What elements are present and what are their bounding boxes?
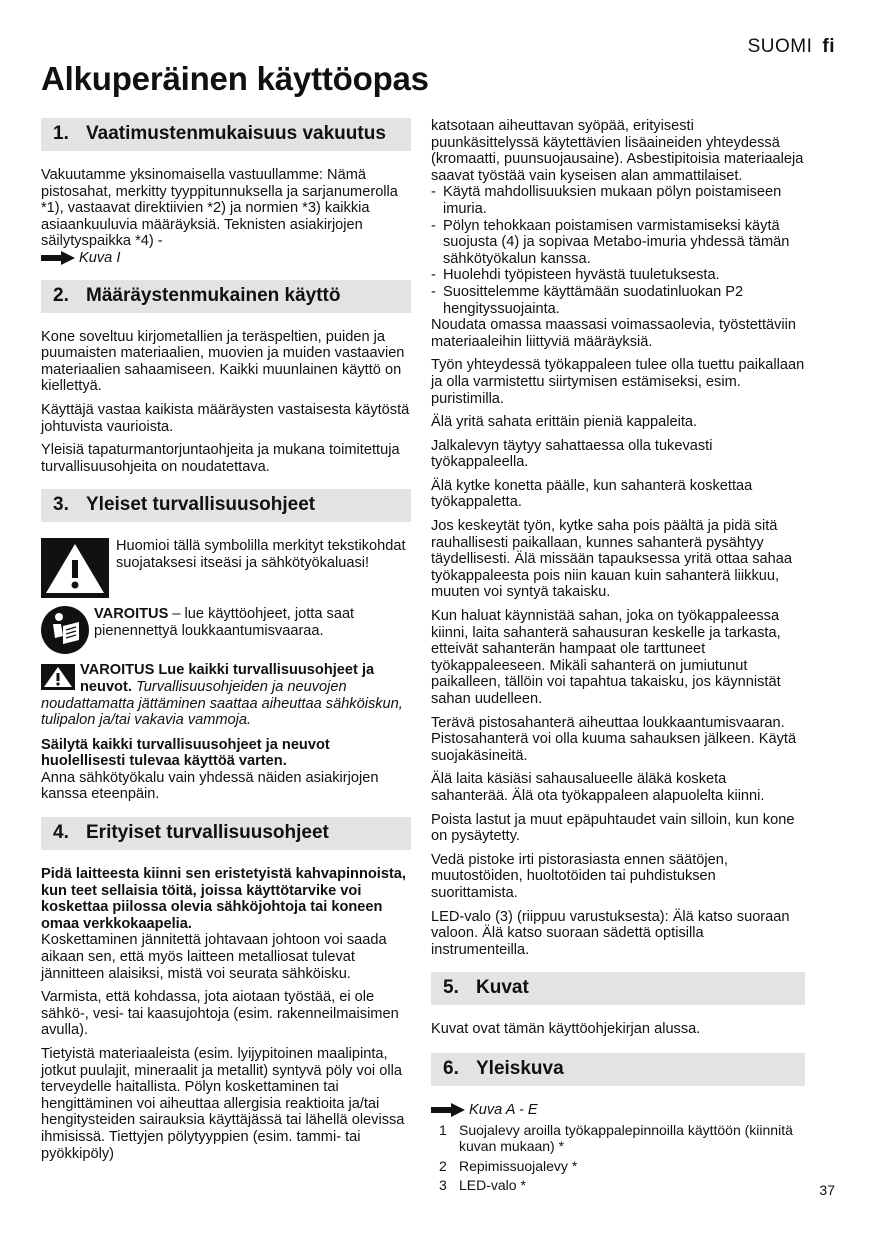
dust-hazard-text: Tietyistä materiaaleista (esim. lyijypitoinen maalipinta, jotkut puulajit, mineraalit ja metallit) syntyvä pöly voi olla terveydelle haitallista. Pölyn koskettaminen tai hengittäminen voi aiheuttaa allergisia reaktioita ja/tai hengitysteiden sairauksia käyttäjässä tai lähellä olevissa ihmisissä. Tiettyjen pölytyyppien (esim. tammi- tai pyökkipöly) xyxy=(41,1046,405,1162)
list-item-text: Käytä mahdollisuuksien mukaan pölyn poistamiseen imuria. xyxy=(443,184,782,217)
unplug-text: Vedä pistoke irti pistorasiasta ennen säätöjen, muutostöiden, huoltotöiden tai puhdistuksen suorittamista. xyxy=(431,851,728,901)
right-column xyxy=(431,118,805,1197)
base-plate-text: Jalkalevyn täytyy sahattaessa olla tukevasti työkappaleella. xyxy=(431,437,713,471)
figure-reference-label: Kuva I xyxy=(79,249,121,266)
liability-text: Käyttäjä vastaa kaikista määräysten vastaisesta käytöstä johtuvista vaurioista. xyxy=(41,401,410,435)
item-number: 3 xyxy=(439,1177,447,1194)
intended-use-text: Kone soveltuu kirjometallien ja teräspeltien, puiden ja puumaisten materiaalien, muovien ja muiden vastaavien materiaalien sahaamiseen. Kaikki muunlainen käyttö on kiellettyä. xyxy=(41,328,405,395)
insulated-grip-text: Koskettaminen jännitettä johtavaan johtoon voi saada aikaan sen, että myös laitteen metalliosat tulevat jännitteen alaisiksi, mistä voi seurata sähköisku. xyxy=(41,932,387,982)
section-1-heading xyxy=(41,118,411,151)
general-warning-italic: Turvallisuusohjeiden ja neuvojen noudattamatta jättäminen saattaa aiheuttaa sähköiskun, tulipalon ja/tai vakavia vammoja. xyxy=(41,678,403,729)
read-manual-icon xyxy=(41,606,89,654)
section-title: Kuvat xyxy=(476,977,529,999)
section-title: Määräystenmukainen käyttö xyxy=(86,284,341,306)
section-6-heading xyxy=(431,1053,805,1086)
section-number: 2. xyxy=(53,284,69,306)
section-5-heading xyxy=(431,972,805,1005)
section-2-heading xyxy=(41,280,411,313)
list-item: - Huolehdi työpisteen hyvästä tuuletuksesta. xyxy=(431,267,720,284)
small-pieces-text: Älä yritä sahata erittäin pieniä kappaleita. xyxy=(431,414,698,431)
declaration-text: Vakuutamme yksinomaisella vastuullamme: Nämä pistosahat, merkitty tyyppitunnuksella ja sarjanumerolla *1), vastaavat direktiivien *2) ja normien *3) kaikkia asiaankuuluvia määräyksiä. Teknisten asiakirjojen säilytyspaikka *4) - xyxy=(41,167,398,250)
read-manual-rest: – lue käyttöohjeet, jotta saat pienennettyä loukkaantumisvaaraa. xyxy=(94,606,355,639)
figure-reference xyxy=(41,250,411,267)
general-warning xyxy=(41,662,411,728)
regulations-text: Noudata omassa maassasi voimassaolevia, työstettäviin materiaaleihin liittyviä määräyksiä. xyxy=(431,317,797,350)
hands-off-text: Älä laita käsiäsi sahausalueelle äläkä kosketa sahanterää. Älä ota työkappaleen alapuolelta kiinni. xyxy=(431,771,765,804)
page-number: 37 xyxy=(819,1182,835,1198)
arrow-right-icon xyxy=(431,1103,465,1117)
item-number: 2 xyxy=(439,1157,447,1174)
figures-text: Kuvat ovat tämän käyttöohjekirjan alussa. xyxy=(431,1021,701,1038)
section-title: Yleiskuva xyxy=(476,1057,564,1079)
workpiece-support-text: Työn yhteydessä työkappaleen tulee olla tuettu paikallaan ja olla varmistettu siirtymisen estämiseksi, esim. puristimilla. xyxy=(431,357,805,407)
arrow-right-icon xyxy=(41,251,75,265)
figure-reference-label: Kuva A - E xyxy=(469,1101,538,1118)
list-item xyxy=(431,1177,805,1194)
section-4-heading xyxy=(41,817,411,850)
section-3-heading xyxy=(41,489,411,522)
keep-instructions-text: Anna sähkötyökalu vain yhdessä näiden asiakirjojen kanssa eteenpäin. xyxy=(41,769,379,803)
read-manual-note xyxy=(41,606,411,654)
warning-triangle-icon xyxy=(41,664,75,690)
symbol-note xyxy=(41,538,411,598)
section-number: 5. xyxy=(443,977,459,999)
list-item: - Käytä mahdollisuuksien mukaan pölyn poistamiseen imuria. xyxy=(431,184,805,217)
language-label xyxy=(748,36,835,58)
item-number: 1 xyxy=(439,1121,447,1138)
section-title: Vaatimustenmukaisuus vakuutus xyxy=(86,123,386,144)
item-text: Suojalevy aroilla työkappalepinnoilla käyttöön (kiinnitä kuvan mukaan) * xyxy=(459,1121,793,1155)
section-number: 6. xyxy=(443,1057,459,1079)
list-item xyxy=(431,1122,805,1155)
insulated-grip-warning xyxy=(41,866,411,932)
interrupt-work-text: Jos keskeytät työn, kytke saha pois päältä ja pidä sitä rauhallisesti paikallaan, kunnes sahanterä pysähtyy täydellisesti. Älä missään tapauksessa yritä ottaa sahaa työkappaleesta pois niin kauan kuin sahanterä liikkuu, muuten voi syntyä takaisku. xyxy=(431,518,792,601)
accident-prevention-text: Yleisiä tapaturmantorjuntaohjeita ja mukana toimitettuja turvallisuusohjeita on noudatettava. xyxy=(41,442,400,475)
keep-instructions-bold xyxy=(41,737,411,770)
insulated-grip-bold: Pidä laitteesta kiinni sen eristetyistä kahvapinnoista, kun teet sellaisia töitä, joissa käyttötarvike voi koskettaa piilossa olevia sähköjohtoja tai koneen omaa verkkokaapelia. xyxy=(41,866,406,932)
list-item-text: Suosittelemme käyttämään suodatinluokan P2 hengityssuojainta. xyxy=(443,283,744,317)
list-item: - Suosittelemme käyttämään suodatinluokan P2 hengityssuojainta. xyxy=(431,284,805,317)
list-item-text: Huolehdi työpisteen hyvästä tuuletuksesta. xyxy=(443,267,720,284)
remove-chips-text: Poista lastut ja muut epäpuhtaudet vain silloin, kun kone on pysäytetty. xyxy=(431,811,795,845)
section-number: 1. xyxy=(53,123,69,144)
item-text: LED-valo * xyxy=(459,1177,526,1194)
symbol-note-text: Huomioi tällä symbolilla merkityt tekstikohdat suojataksesi itseäsi ja sähkötyökaluasi! xyxy=(116,538,406,571)
left-column xyxy=(41,118,411,1162)
check-lines-text: Varmista, että kohdassa, jota aiotaan työstää, ei ole sähkö-, vesi- tai kaasujohtoja (esim. rakenneilmaisimen avulla). xyxy=(41,989,399,1039)
language-code: fi xyxy=(822,36,835,57)
dust-hazard-continued: katsotaan aiheuttavan syöpää, erityisesti puunkäsittelyssä käytettävien lisäaineiden yhteydessä (kromaatti, puunsuojausaine). Asbestipitoisia materiaaleja saavat työstää vain kyseisen alan ammattilaiset. xyxy=(431,118,804,184)
warning-triangle-icon xyxy=(41,538,109,598)
no-start-text: Älä kytke konetta päälle, kun sahanterä koskettaa työkappaletta. xyxy=(431,477,753,511)
sharp-blade-text: Terävä pistosahanterä aiheuttaa loukkaantumisvaaran. Pistosahanterä voi olla kuuma sahauksen jälkeen. Käytä suojakäsineitä. xyxy=(431,714,797,764)
section-number: 3. xyxy=(53,494,69,516)
read-manual-text xyxy=(94,606,411,639)
section-number: 4. xyxy=(53,822,69,844)
list-item: - Pölyn tehokkaan poistamisen varmistamiseksi käytä suojusta (4) ja sopivaa Metabo-imuria yhdessä tämän sähkötyökalun kanssa. xyxy=(431,218,805,268)
language-name: SUOMI xyxy=(747,36,813,57)
section-title: Yleiset turvallisuusohjeet xyxy=(86,494,316,516)
read-manual-bold: VAROITUS xyxy=(94,606,169,623)
general-warning-bold: VAROITUS Lue kaikki turvallisuusohjeet ja neuvot. xyxy=(80,662,375,695)
restart-text: Kun haluat käynnistää sahan, joka on työkappaleessa kiinni, laita sahanterä sahausuran keskelle ja tarkasta, etteivät sahanterän hampaat ole tarttuneet työkappaleeseen. Mikäli sahanterä on jumiutunut paikalleen, tällöin voi tapahtua takaisku, jos käynnistät sahan uudelleen. xyxy=(431,608,781,707)
figure-reference xyxy=(431,1102,805,1119)
page-title: Alkuperäinen käyttöopas xyxy=(41,60,429,97)
list-item xyxy=(431,1158,805,1175)
keep-instructions-bold-text: Säilytä kaikki turvallisuusohjeet ja neuvot huolellisesti tulevaa käyttöä varten. xyxy=(41,736,330,770)
item-text: Repimissuojalevy * xyxy=(459,1157,578,1174)
dust-measures-list xyxy=(431,184,805,317)
led-warning-text: LED-valo (3) (riippuu varustuksesta): Älä katso suoraan valoon. Älä katso suoraan sädettä optisilla instrumenteilla. xyxy=(431,908,790,958)
section-title: Erityiset turvallisuusohjeet xyxy=(86,822,329,844)
list-item-text: Pölyn tehokkaan poistamisen varmistamiseksi käytä suojusta (4) ja sopivaa Metabo-imuria yhdessä tämän sähkötyökalun kanssa. xyxy=(443,217,790,267)
overview-list xyxy=(431,1122,805,1194)
